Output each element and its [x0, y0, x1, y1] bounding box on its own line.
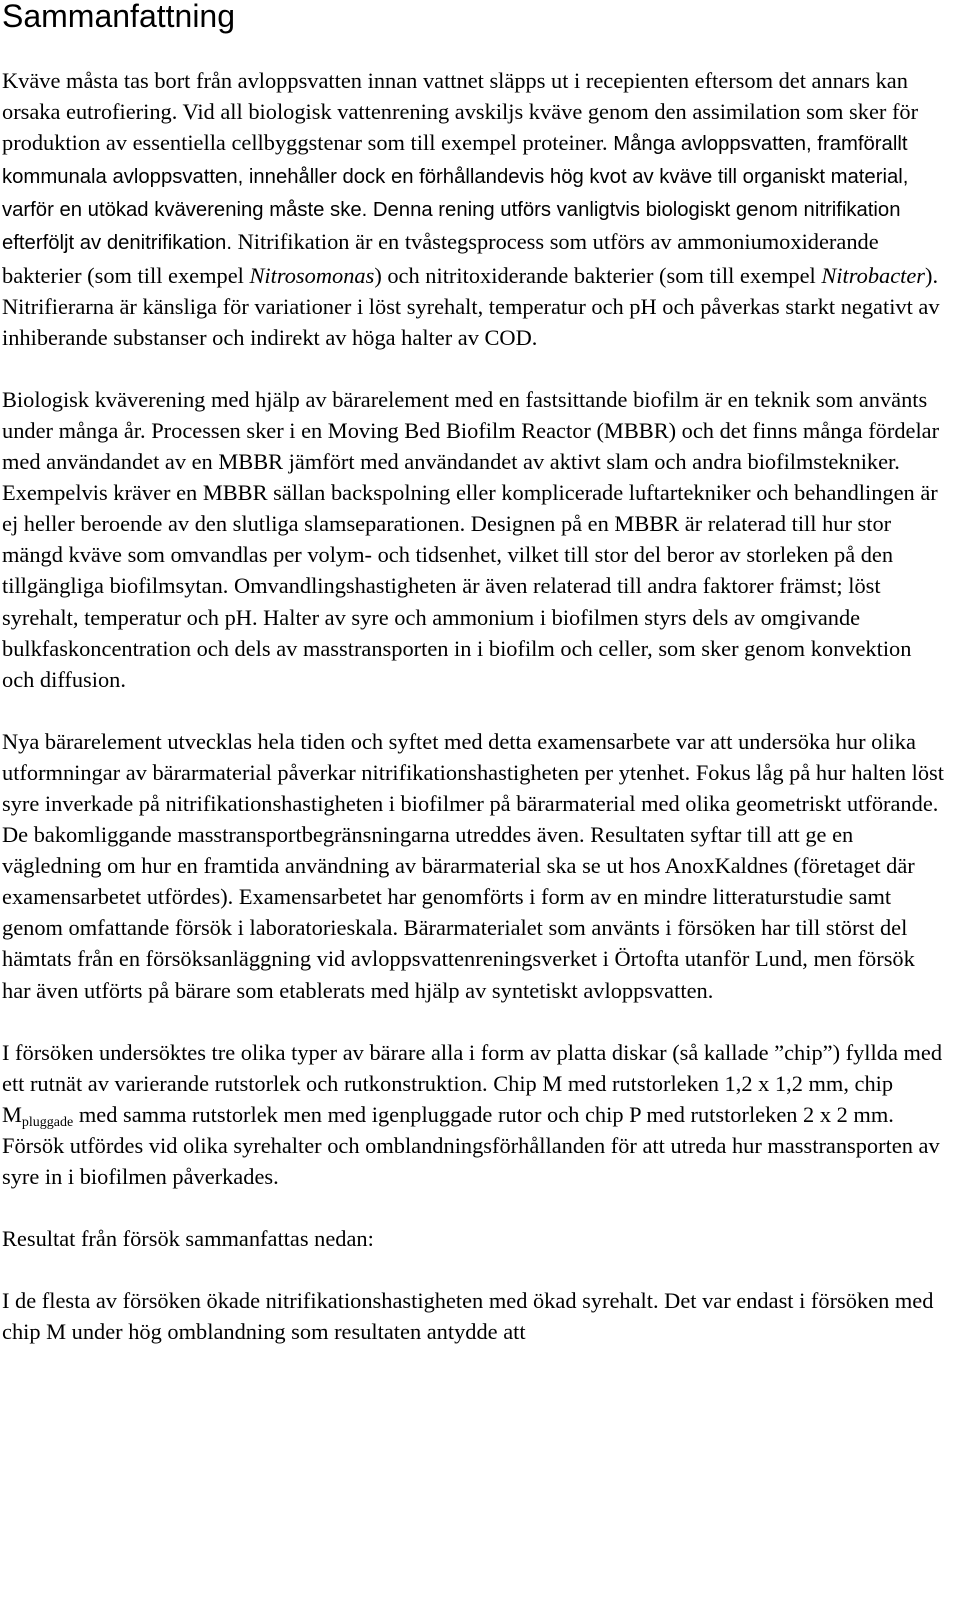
- section-heading: Sammanfattning: [2, 0, 236, 34]
- p4-part-b: med samma rutstorlek men med igenpluggade rutor och chip P med rutstorleken 2 x 2 mm. Försök utfördes vid olika syrehalter och omblandningsförhållanden för att utreda hur masstransporten av syre in i biofilmen påverkades.: [2, 1101, 940, 1189]
- paragraph-mbbr: Biologisk kväverening med hjälp av bärarelement med en fastsittande biofilm är en teknik som använts under många år. Processen sker i en Moving Bed Biofilm Reactor (MBBR) och det finns många fördelar med användandet av en MBBR jämfört med användandet av aktivt slam och andra biofilmstekniker. Exempelvis kräver en MBBR sällan backspolning eller komplicerade luftartekniker och behandlingen är ej heller beroende av den slutliga slamseparationen. Designen på en MBBR är relaterad till hur stor mängd kväve som omvandlas per volym- och tidsenhet, vilket till stor del beror av storleken på den tillgängliga biofilmsytan. Omvandlingshastigheten är även relaterad till andra faktorer främst; löst syrehalt, temperatur och pH. Halter av syre och ammonium i biofilmen styrs dels av omgivande bulkfaskoncentration och dels av masstransporten in i biofilm och celler, som sker genom konvektion och diffusion.: [2, 386, 940, 692]
- p1-part-e: ). Nitrifierarna är känsliga för variationer i löst syrehalt, temperatur och pH och påverkas starkt negativt av inhiberande substanser och indirekt av höga halter av COD.: [2, 262, 940, 350]
- p4-part-a: I försöken undersöktes tre olika typer av bärare alla i form av platta diskar (så kallade ”chip”) fyllda med ett rutnät av varierande rutstorlek och rutkonstruktion. Chip M med rutstorleken 1,2 x 1,2 mm, chip M: [2, 1039, 943, 1127]
- paragraph-carrier-types: [2, 1037, 947, 1192]
- paragraph-results: I de flesta av försöken ökade nitrifikationshastigheten med ökad syrehalt. Det var endast i försöken med chip M under hög omblandning som resultaten antydde att: [2, 1288, 934, 1345]
- p1-part-d: ) och nitritoxiderande bakterier (som till exempel: [374, 262, 822, 288]
- species-nitrobacter: Nitrobacter: [821, 262, 926, 288]
- p1-part-c: Nitrifikation är en tvåstegsprocess som utförs av ammoniumoxiderande bakterier (som till exempel: [2, 229, 879, 288]
- paragraph-thesis-aim: Nya bärarelement utvecklas hela tiden och syftet med detta examensarbete var att undersöka hur olika utformningar av bärarmaterial påverkar nitrifikationshastigheten per ytenhet. Fokus låg på hur halten löst syre inverkade på nitrifikationshastigheten i biofilmer på bärarmaterial med olika geometriskt utförande. De bakomliggande masstransportbegränsningarna utreddes även. Resultaten syftar till att ge en vägledning om hur en framtida användning av bärarmaterial ska se ut hos AnoxKaldnes (företaget där examensarbetet utfördes). Examensarbetet har genomförts i form av en mindre litteraturstudie samt genom omfattande försök i laboratorieskala. Bärarmaterialet som använts i försöken har till störst del hämtats från en försöksanläggning vid avloppsvattenreningsverket i Örtofta utanför Lund, men försök har även utförts på bärare som etablerats med hjälp av syntetiskt avloppsvatten.: [2, 728, 944, 1003]
- species-nitrosomonas: Nitrosomonas: [249, 262, 375, 288]
- document-page: [2, 0, 947, 1347]
- paragraph-results-intro: Resultat från försök sammanfattas nedan:: [2, 1226, 374, 1252]
- subscript-pluggade: pluggade: [21, 1114, 74, 1130]
- p1-part-a: Kväve måsta tas bort från avloppsvatten innan vattnet släpps ut i recepienten eftersom det annars kan orsaka eutrofiering. Vid all biologisk vattenrening avskiljs kväve genom den assimilation som sker för produktion av essentiella cellbyggstenar som till exempel proteiner.: [2, 68, 919, 156]
- p1-part-b: Många avloppsvatten, framförallt kommunala avloppsvatten, innehåller dock en förhållandevis hög kvot av kväve till organiskt material, varför en utökad kväverening måste ske. Denna rening utförs vanligtvis biologiskt genom nitrifikation efterföljt av denitrifikation.: [2, 133, 909, 255]
- paragraph-nitrogen-removal: [2, 65, 947, 353]
